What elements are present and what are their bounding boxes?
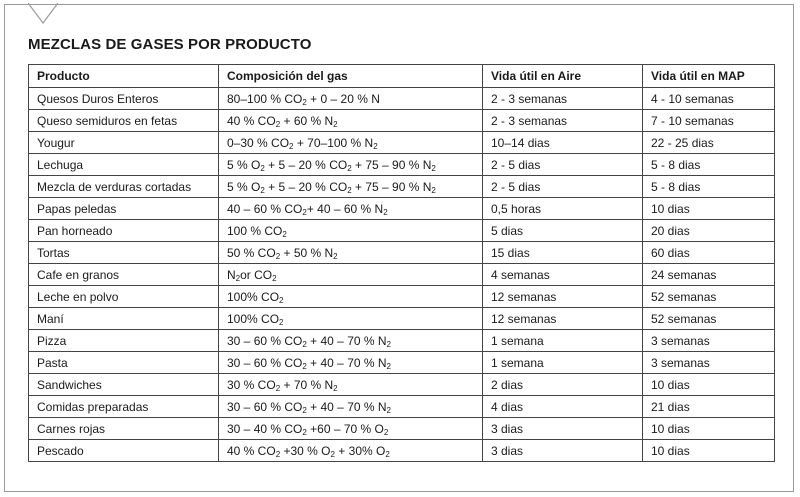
cell-shelf-life-air: 2 - 5 dias [483,154,643,176]
cell-product: Pasta [29,352,219,374]
cell-shelf-life-map: 24 semanas [643,264,775,286]
cell-gas-composition: 100 % $CO_2$ [219,220,483,242]
corner-notch-decoration [28,3,58,25]
table-row [29,286,775,308]
table-row [29,330,775,352]
cell-gas-composition: 40 % $CO_2 + 60$ % $N_2$ [219,110,483,132]
cell-gas-composition: 100% $CO_2$ [219,308,483,330]
cell-shelf-life-map: 20 dias [643,220,775,242]
cell-product: Cafe en granos [29,264,219,286]
header-shelf-life-map: Vida útil en MAP [643,65,775,88]
table-row [29,418,775,440]
gas-mixture-table [28,64,775,462]
cell-shelf-life-map: 52 semanas [643,308,775,330]
cell-shelf-life-air: 4 semanas [483,264,643,286]
cell-shelf-life-air: 2 - 5 dias [483,176,643,198]
cell-gas-composition: 0–30 % $CO_2 + 70-100$ % $N_2$ [219,132,483,154]
cell-product: Maní [29,308,219,330]
cell-product: Tortas [29,242,219,264]
cell-gas-composition: 5 % $O_2 + 5 - 20$ % $CO_2 + 75 - 90$ % $N_2$ [219,176,483,198]
cell-shelf-life-air: 10–14 dias [483,132,643,154]
cell-gas-composition: $N_2or$ $CO_2$ [219,264,483,286]
table-row [29,132,775,154]
table-row [29,374,775,396]
table-row [29,396,775,418]
cell-shelf-life-map: 22 - 25 dias [643,132,775,154]
cell-shelf-life-air: 1 semana [483,352,643,374]
cell-shelf-life-air: 0,5 horas [483,198,643,220]
cell-product: Leche en polvo [29,286,219,308]
cell-shelf-life-air: 2 dias [483,374,643,396]
page-title: MEZCLAS DE GASES POR PRODUCTO [28,36,312,53]
table-row [29,110,775,132]
cell-product: Comidas preparadas [29,396,219,418]
cell-gas-composition: 30 – 60 % $CO_2 + 40 - 70$ % $N_2$ [219,330,483,352]
cell-gas-composition: 30 – 60 % $CO_2 + 40 - 70$ % $N_2$ [219,352,483,374]
cell-product: Papas peledas [29,198,219,220]
table-body [29,88,775,462]
cell-shelf-life-air: 15 dias [483,242,643,264]
cell-shelf-life-map: 3 semanas [643,352,775,374]
table-row [29,88,775,110]
header-shelf-life-air: Vida útil en Aire [483,65,643,88]
cell-shelf-life-map: 10 dias [643,440,775,462]
cell-shelf-life-map: 10 dias [643,374,775,396]
cell-shelf-life-air: 2 - 3 semanas [483,88,643,110]
cell-shelf-life-map: 60 dias [643,242,775,264]
cell-product: Yougur [29,132,219,154]
cell-product: Pizza [29,330,219,352]
cell-shelf-life-map: 10 dias [643,198,775,220]
table-row [29,352,775,374]
cell-shelf-life-map: 7 - 10 semanas [643,110,775,132]
cell-gas-composition: 40 – 60 % $CO_2+ 40 - 60$ % $N_2$ [219,198,483,220]
table-row [29,198,775,220]
cell-gas-composition: 50 % $CO_2 + 50$ % $N_2$ [219,242,483,264]
cell-shelf-life-map: 10 dias [643,418,775,440]
cell-shelf-life-air: 12 semanas [483,286,643,308]
cell-shelf-life-air: 1 semana [483,330,643,352]
table-row [29,154,775,176]
table-row [29,220,775,242]
cell-shelf-life-air: 2 - 3 semanas [483,110,643,132]
cell-product: Queso semiduros en fetas [29,110,219,132]
table-header-row [29,65,775,88]
cell-shelf-life-air: 12 semanas [483,308,643,330]
cell-gas-composition: 30 – 60 % $CO_2 + 40 - 70$ % $N_2$ [219,396,483,418]
header-product: Producto [29,65,219,88]
table-row [29,264,775,286]
cell-shelf-life-map: 4 - 10 semanas [643,88,775,110]
cell-product: Sandwiches [29,374,219,396]
cell-shelf-life-map: 21 dias [643,396,775,418]
cell-shelf-life-map: 5 - 8 dias [643,154,775,176]
cell-gas-composition: 80–100 % $CO_2 + 0 - 20$ % N [219,88,483,110]
table-row [29,440,775,462]
cell-product: Carnes rojas [29,418,219,440]
cell-product: Lechuga [29,154,219,176]
cell-product: Quesos Duros Enteros [29,88,219,110]
cell-gas-composition: 5 % $O_2 + 5 - 20$ % $CO_2 + 75 - 90$ % $N_2$ [219,154,483,176]
cell-shelf-life-air: 4 dias [483,396,643,418]
table-row [29,242,775,264]
header-gas-composition: Composición del gas [219,65,483,88]
cell-gas-composition: 100% $CO_2$ [219,286,483,308]
cell-product: Mezcla de verduras cortadas [29,176,219,198]
cell-product: Pan horneado [29,220,219,242]
cell-shelf-life-map: 52 semanas [643,286,775,308]
cell-gas-composition: 40 % $CO_2 +30$ % $O_2 + 30\%$ $O_2$ [219,440,483,462]
table-row [29,308,775,330]
cell-shelf-life-air: 3 dias [483,440,643,462]
cell-shelf-life-map: 3 semanas [643,330,775,352]
cell-shelf-life-air: 3 dias [483,418,643,440]
cell-product: Pescado [29,440,219,462]
cell-gas-composition: 30 – 40 % $CO_2 +60 - 70$ % $O_2$ [219,418,483,440]
cell-gas-composition: 30 % $CO_2 + 70$ % $N_2$ [219,374,483,396]
table-row [29,176,775,198]
cell-shelf-life-map: 5 - 8 dias [643,176,775,198]
cell-shelf-life-air: 5 dias [483,220,643,242]
